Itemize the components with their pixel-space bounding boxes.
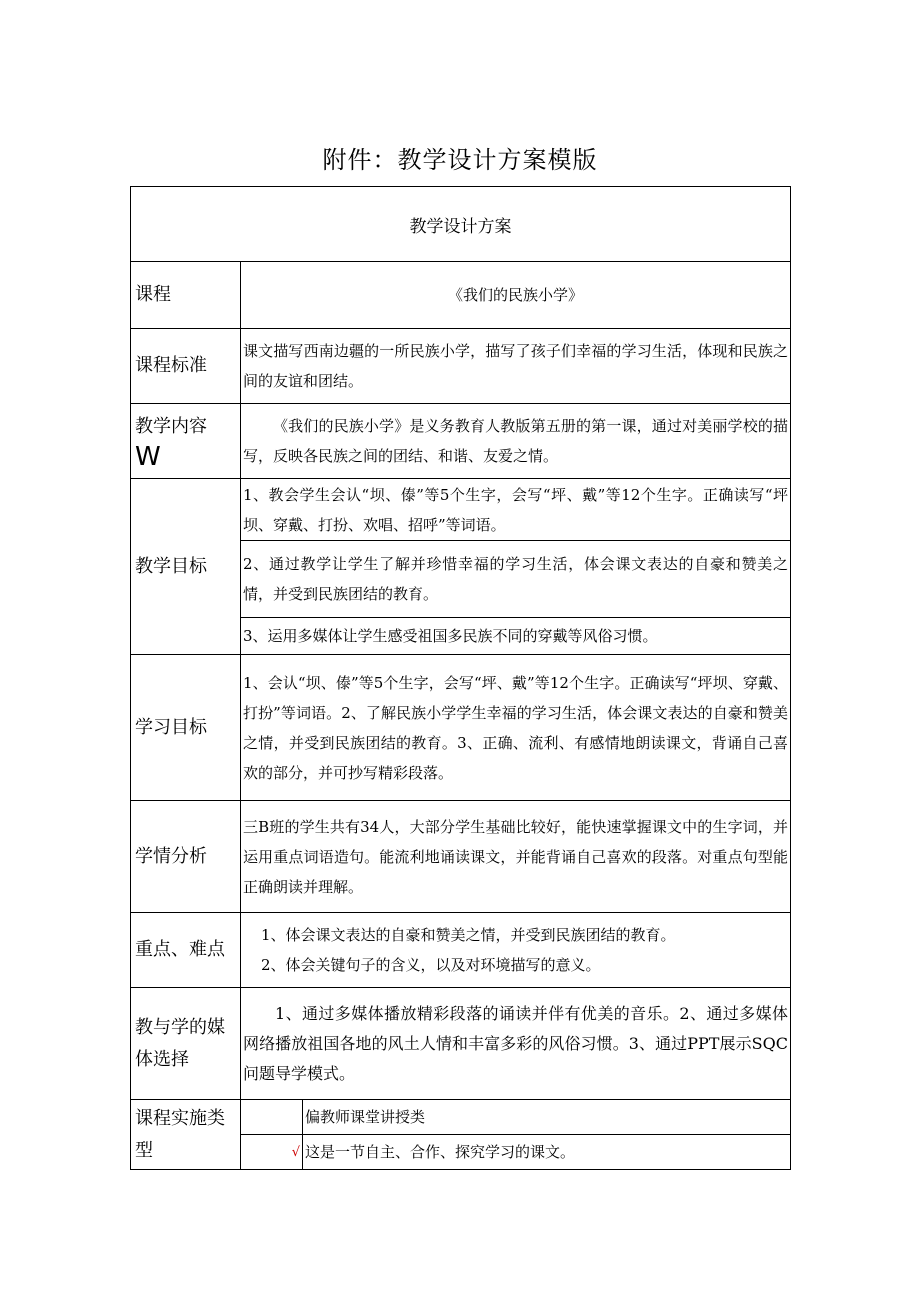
media-value: 1、通过多媒体播放精彩段落的诵读并伴有优美的音乐。2、通过多媒体网络播放祖国各地的风土人情和丰富多彩的风俗习惯。3、通过PPT展示SQC问题导学模式。 [241, 988, 791, 1100]
learning-goal-row [131, 655, 791, 801]
key-point-item: 2、体会关键句子的含义，以及对环境描写的意义。 [261, 956, 601, 974]
document-title: 附件：教学设计方案模版 [322, 146, 598, 174]
table-title: 教学设计方案 [131, 187, 791, 262]
teaching-content-label-cell [131, 404, 241, 479]
type-option-check[interactable] [241, 1100, 303, 1135]
teaching-content-row [131, 404, 791, 479]
analysis-value: 三B班的学生共有34人，大部分学生基础比较好，能快速掌握课文中的生字词，并运用重点词语造句。能流利地诵读课文，并能背诵自己喜欢的段落。对重点句型能正确朗读并理解。 [241, 801, 791, 913]
teaching-content-mark: W [135, 442, 161, 472]
type-label: 课程实施类型 [131, 1100, 241, 1170]
standard-label: 课程标准 [131, 329, 241, 404]
learning-goal-value: 1、会认“坝、傣”等5个生字，会写“坪、戴”等12个生字。正确读写“坪坝、穿戴、打扮”等词语。2、了解民族小学学生幸福的学习生活，体会课文表达的自豪和赞美之情，并受到民族团结的教育。3、正确、流利、有感情地朗读课文，背诵自己喜欢的部分，并可抄写精彩段落。 [241, 655, 791, 801]
table-title-row [131, 187, 791, 262]
course-value: 《我们的民族小学》 [241, 262, 791, 329]
lesson-plan-table [130, 186, 791, 1170]
objectives-label: 教学目标 [131, 479, 241, 655]
analysis-row [131, 801, 791, 913]
learning-goal-label: 学习目标 [131, 655, 241, 801]
type-option-text: 偏教师课堂讲授类 [303, 1100, 791, 1135]
analysis-label: 学情分析 [131, 801, 241, 913]
type-option-check[interactable]: √ [241, 1135, 303, 1170]
key-points-value [241, 913, 791, 988]
objective-item: 3、运用多媒体让学生感受祖国多民族不同的穿戴等风俗习惯。 [241, 618, 791, 655]
teaching-content-value: 《我们的民族小学》是义务教育人教版第五册的第一课，通过对美丽学校的描写，反映各民族之间的团结、和谐、友爱之情。 [241, 404, 791, 479]
type-row-1 [131, 1100, 791, 1135]
objective-row-1 [131, 479, 791, 541]
teaching-content-label: 教学内容 [135, 416, 207, 437]
media-label: 教与学的媒体选择 [131, 988, 241, 1100]
key-points-row [131, 913, 791, 988]
standard-row [131, 329, 791, 404]
type-option-text: 这是一节自主、合作、探究学习的课文。 [303, 1135, 791, 1170]
objective-item: 2、通过教学让学生了解并珍惜幸福的学习生活，体会课文表达的自豪和赞美之情，并受到民族团结的教育。 [241, 541, 791, 618]
standard-value: 课文描写西南边疆的一所民族小学，描写了孩子们幸福的学习生活，体现和民族之间的友谊和团结。 [241, 329, 791, 404]
key-point-item: 1、体会课文表达的自豪和赞美之情，并受到民族团结的教育。 [261, 926, 676, 944]
objective-item: 1、教会学生会认“坝、傣”等5个生字，会写“坪、戴”等12个生字。正确读写“坪坝、穿戴、打扮、欢唱、招呼”等词语。 [241, 479, 791, 541]
key-points-label: 重点、难点 [131, 913, 241, 988]
media-row [131, 988, 791, 1100]
course-label: 课程 [131, 262, 241, 329]
course-row [131, 262, 791, 329]
